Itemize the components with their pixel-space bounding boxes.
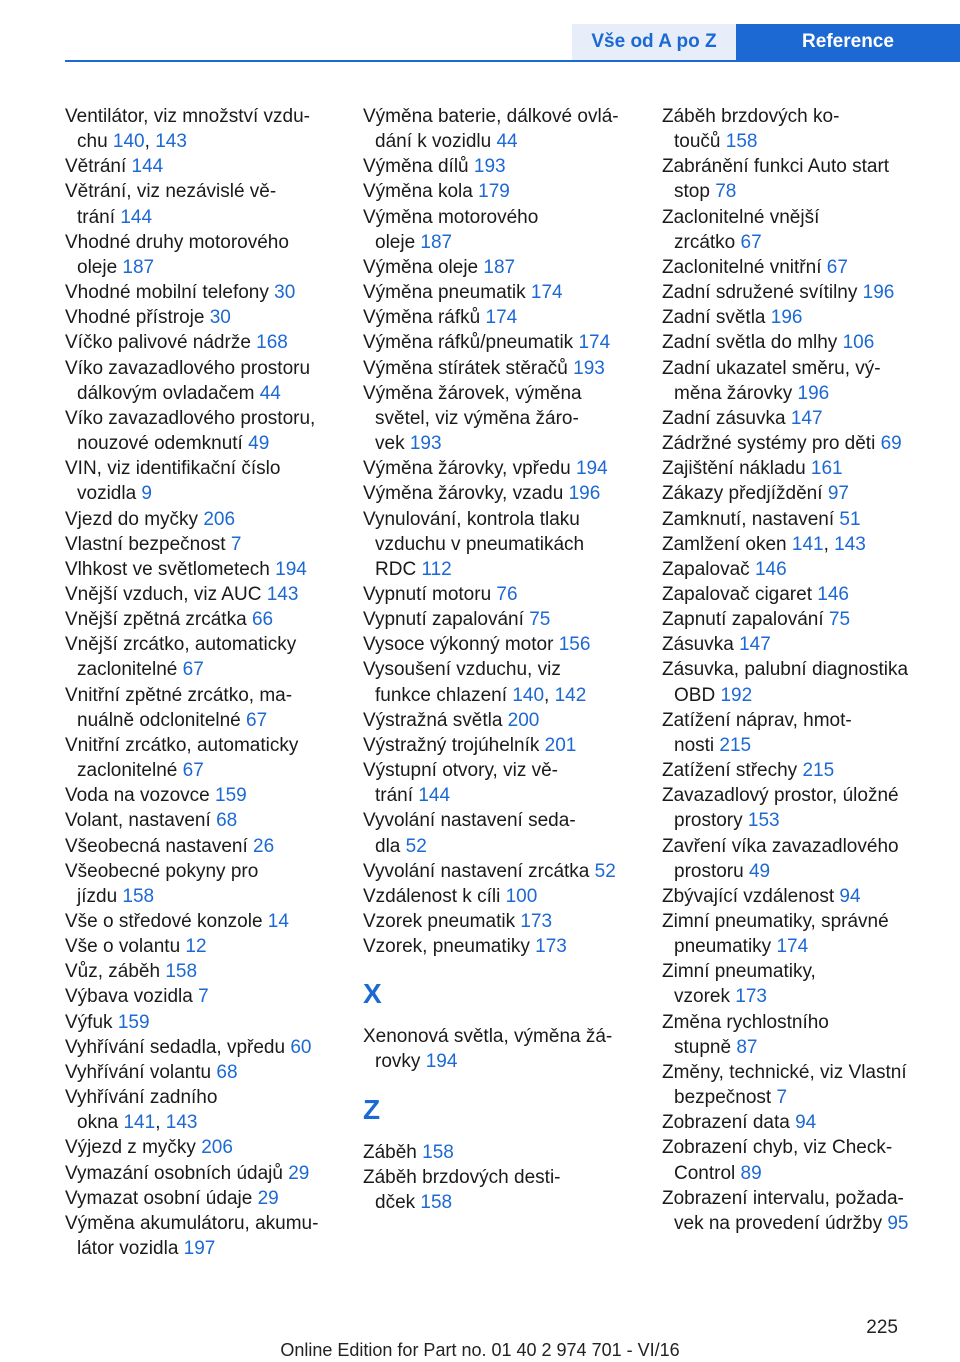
index-entry: Víčko palivové nádrže 168 [65,332,288,354]
page-link[interactable]: 76 [496,583,518,605]
index-entry: Výměna kola 179 [363,181,510,203]
page-link[interactable]: 215 [719,734,752,756]
index-entry: Zimní pneumatiky, správné pneumatiky 174 [662,911,889,958]
index-entry: Zobrazení data 94 [662,1112,817,1134]
page-link[interactable]: 69 [880,433,902,455]
page-link[interactable]: 168 [256,332,288,354]
header-rule [65,60,960,62]
index-entry: Zabránění funkci Auto start stop 78 [662,156,890,203]
index-entry: Vlhkost ve světlometech 194 [65,558,307,580]
index-entry: Vypnutí zapalování 75 [363,609,551,631]
page-link[interactable]: 12 [185,936,207,958]
page-link[interactable]: 179 [478,181,510,203]
page-link[interactable]: 87 [736,1036,758,1058]
index-entry: Víko zavazadlového prostoru, nouzové odemknutí 49 [65,407,316,455]
index-entry: Zadní zásuvka 147 [662,407,823,429]
index-entry: Zásuvka, palubní diagnostika OBD 192 [662,659,909,706]
page-link[interactable]: 187 [420,231,453,253]
index-entry: Vyvolání nastavení zrcátka 52 [363,860,616,882]
index-entry: Výstražná světla 200 [363,709,540,731]
page-link[interactable]: 143 [165,1112,198,1134]
page-link[interactable]: 201 [544,734,577,756]
page-link[interactable]: 94 [839,885,861,907]
page-link[interactable]: 159 [117,1011,150,1033]
index-entry: Vše o středové konzole 14 [65,911,289,932]
page-link[interactable]: 89 [740,1162,762,1184]
page-link[interactable]: 30 [274,282,296,304]
page-link[interactable]: 140 [112,131,145,153]
index-entry: Vysoušení vzduchu, viz funkce chlazení 140, 142 [363,659,587,706]
index-column-2 [363,104,641,1215]
page-link[interactable]: 67 [182,760,204,782]
page-link[interactable]: 193 [409,433,442,455]
page-link[interactable]: 52 [405,835,427,857]
page-link[interactable]: 146 [817,583,849,605]
index-entry: Vjezd do myčky 206 [65,508,236,530]
index-entry: Vůz, záběh 158 [65,961,198,983]
index-letter-heading: Z [363,1093,381,1125]
page-link[interactable]: 173 [735,986,767,1008]
page-link[interactable]: 143 [155,131,187,153]
index-entry: Voda na vozovce 159 [65,785,247,807]
index-entry: Záběh brzdových ko- toučů 158 [662,106,840,153]
index-entry: Vlastní bezpečnost 7 [65,533,242,555]
page-link[interactable]: 7 [230,533,242,555]
index-entry: Vnitřní zpětné zrcátko, ma- nuálně odclonitelné 67 [65,684,293,731]
page-link[interactable]: 174 [578,332,611,354]
page-link[interactable]: 158 [422,1141,454,1163]
index-entry: Změny, technické, viz Vlastní bezpečnost 7 [662,1061,907,1109]
footer-text: Online Edition for Part no. 01 40 2 974 701 - VI/16 [280,1340,680,1360]
page-link[interactable]: 140 [512,684,545,706]
index-entry: VIN, viz identifikační číslo vozidla 9 [65,458,281,505]
index-entry: Výstupní otvory, viz vě- trání 144 [363,760,558,807]
index-entry: Vnitřní zrcátko, automaticky zaclonitelné 67 [65,734,299,782]
page-link[interactable]: 66 [251,609,274,631]
page-link[interactable]: 141 [791,533,824,555]
index-entry: Výměna pneumatik 174 [363,282,563,304]
index-entry: Vyhřívání volantu 68 [65,1061,238,1083]
index-entry: Větrání 144 [65,156,164,178]
page-link[interactable]: 49 [748,860,771,882]
page-link[interactable]: 147 [790,407,823,429]
index-entry: Vzorek, pneumatiky 173 [363,936,567,958]
index-entry: Výměna ráfků/pneumatik 174 [363,332,611,354]
index-entry: Výměna žárovky, vpředu 194 [363,458,608,480]
index-entry: Výbava vozidla 7 [65,986,209,1008]
index-entry: Vymazat osobní údaje 29 [65,1187,279,1209]
index-entry: Vysoce výkonný motor 156 [363,634,591,656]
page-link[interactable]: 106 [842,332,875,354]
page-link[interactable]: 206 [201,1137,233,1159]
page-link[interactable]: 187 [483,256,516,278]
index-column-3 [662,104,940,1236]
index-entry: Zákazy předjíždění 97 [662,483,849,505]
index-entry: Zavazadlový prostor, úložné prostory 153 [662,785,899,832]
page-link[interactable]: 158 [725,131,758,153]
index-entry: Výměna žárovek, výměna světel, viz výměna žáro- vek 193 [363,382,582,455]
index-entry: Vnější zpětná zrcátka 66 [65,609,274,631]
index-entry: Všeobecné pokyny pro jízdu 158 [65,860,259,907]
page-link[interactable]: 197 [183,1238,216,1260]
index-entry: Vhodné druhy motorového oleje 187 [65,231,289,278]
index-entry: Výměna stírátek stěračů 193 [363,357,605,379]
index-column-1 [65,104,343,1261]
index-entry: Zaclonitelné vnitřní 67 [662,256,848,278]
index-entry: Vyhřívání sedadla, vpředu 60 [65,1036,312,1058]
page-link[interactable]: 161 [810,458,843,480]
index-entry: Vzdálenost k cíli 100 [363,885,538,907]
index-entry: Výměna baterie, dálkové ovlá- dání k vozidlu 44 [363,106,619,153]
index-entry: Zatížení náprav, hmot- nosti 215 [662,709,852,756]
index-entry: Zásuvka 147 [662,634,771,656]
page-link[interactable]: 14 [267,911,289,932]
index-entry: Zamknutí, nastavení 51 [662,508,861,530]
index-entry: Vyvolání nastavení seda- dla 52 [363,810,576,857]
page-link[interactable]: 112 [421,558,452,580]
index-entry: Vhodné přístroje 30 [65,307,231,329]
page-link[interactable]: 158 [165,961,198,983]
page-link[interactable]: 193 [473,156,506,178]
index-entry: Všeobecná nastavení 26 [65,835,275,857]
index-entry: Zimní pneumatiky, vzorek 173 [662,961,816,1008]
page-link[interactable]: 196 [797,382,830,404]
page-link[interactable]: 146 [754,558,787,580]
page-link[interactable]: 174 [530,282,563,304]
index-entry: Záběh 158 [363,1141,454,1163]
index-letter-heading: X [363,978,382,1010]
index-entry: Výměna žárovky, vzadu 196 [363,483,601,505]
page-link[interactable]: 159 [215,785,247,807]
page-link[interactable]: 192 [720,684,753,706]
page-link[interactable]: 9 [141,483,152,505]
page-link[interactable]: 44 [259,382,281,404]
index-entry: Vše o volantu 12 [65,936,207,958]
page-link[interactable]: 196 [770,307,803,329]
page-link[interactable]: 215 [802,760,835,782]
page-link[interactable]: 94 [795,1112,817,1134]
index-entry: Xenonová světla, výměna žá- rovky 194 [363,1026,613,1073]
page-link[interactable]: 144 [131,156,164,178]
page-link[interactable]: 158 [122,885,155,907]
page-link[interactable]: 68 [216,810,238,832]
index-entry: Výměna dílů 193 [363,156,506,178]
page-link[interactable]: 144 [418,785,451,807]
page-link[interactable]: 143 [266,583,299,605]
page-link[interactable]: 158 [420,1191,453,1213]
page-link[interactable]: 75 [529,609,551,631]
page-link[interactable]: 67 [182,659,204,681]
index-entry: Výstražný trojúhelník 201 [363,734,577,756]
index-entry: Zadní světla 196 [662,307,803,329]
index-entry: Výfuk 159 [65,1011,150,1033]
page-link[interactable]: 29 [288,1162,310,1184]
index-entry: Zádržné systémy pro děti 69 [662,433,902,455]
index-entry: Vyhřívání zadního okna 141, 143 [65,1087,218,1134]
page-link[interactable]: 174 [485,307,518,329]
index-entry: Zadní světla do mlhy 106 [662,332,875,354]
page-number: 225 [866,1317,898,1338]
page-link[interactable]: 173 [535,936,567,958]
page-link[interactable]: 97 [827,483,849,505]
page-link[interactable]: 194 [425,1051,458,1073]
page-link[interactable]: 147 [739,634,771,656]
page-link[interactable]: 153 [747,810,780,832]
index-entry: Zaclonitelné vnější zrcátko 67 [662,206,820,253]
index-entry: Zapalovač 146 [662,558,787,580]
index-entry: Zapnutí zapalování 75 [662,609,851,631]
index-entry: Výměna motorového oleje 187 [363,206,539,253]
page-link[interactable]: 194 [275,558,307,580]
index-entry: Zobrazení chyb, viz Check- Control 89 [662,1137,893,1184]
index-entry: Výměna ráfků 174 [363,307,518,329]
index-entry: Zajištění nákladu 161 [662,458,843,480]
index-entry: Větrání, viz nezávislé vě- trání 144 [65,181,277,228]
index-entry: Zadní sdružené svítilny 196 [662,282,895,304]
index-entry: Záběh brzdových desti- dček 158 [363,1166,561,1213]
page-link[interactable]: 194 [575,458,608,480]
index-entry: Zamlžení oken 141, 143 [662,533,866,555]
page-link[interactable]: 100 [505,885,538,907]
index-entry: Volant, nastavení 68 [65,810,238,832]
index-entry: Zatížení střechy 215 [662,760,835,782]
index-entry: Zadní ukazatel směru, vý- měna žárovky 196 [662,357,881,404]
page-link[interactable]: 29 [257,1187,279,1209]
reference-tab[interactable]: Reference [736,24,960,60]
index-entry: Vnější zrcátko, automaticky zaclonitelné 67 [65,634,297,681]
page-link[interactable]: 44 [496,131,518,153]
page-link[interactable]: 142 [554,684,587,706]
page-link[interactable]: 49 [248,433,270,455]
index-entry: Výměna akumulátoru, akumu- látor vozidla 197 [65,1212,319,1260]
page-link[interactable]: 193 [573,357,605,379]
page-link[interactable]: 7 [198,986,209,1008]
page-link[interactable]: 95 [887,1212,909,1234]
index-entry: Vypnutí motoru 76 [363,583,518,605]
index-entry: Výjezd z myčky 206 [65,1137,233,1159]
index-entry: Vnější vzduch, viz AUC 143 [65,583,299,605]
page-link[interactable]: 67 [826,256,848,278]
index-entry: Zavření víka zavazadlového prostoru 49 [662,835,899,882]
index-entry: Vymazání osobních údajů 29 [65,1162,310,1184]
page-link[interactable]: 156 [558,634,591,656]
page-link[interactable]: 174 [776,936,809,958]
page-link[interactable]: 75 [828,609,851,631]
page-link[interactable]: 141 [123,1112,156,1134]
index-entry: Vhodné mobilní telefony 30 [65,282,296,304]
page-link[interactable]: 67 [246,709,268,731]
page-link[interactable]: 67 [740,231,762,253]
page-link[interactable]: 52 [594,860,616,882]
page-link[interactable]: 196 [862,282,895,304]
page-link[interactable]: 173 [520,911,553,932]
section-tab[interactable]: Vše od A po Z [572,24,736,60]
index-entry: Zobrazení intervalu, požada- vek na provedení údržby 95 [662,1187,909,1234]
index-entry: Zbývající vzdálenost 94 [662,885,861,907]
page-link[interactable]: 26 [253,835,275,857]
page-link[interactable]: 7 [776,1087,788,1109]
page-link[interactable]: 143 [834,533,866,555]
page-link[interactable]: 206 [203,508,236,530]
page-link[interactable]: 196 [568,483,601,505]
index-entry: Vynulování, kontrola tlaku vzduchu v pneumatikách RDC 112 [363,508,585,580]
page-link[interactable]: 51 [839,508,861,530]
page-link[interactable]: 200 [507,709,540,731]
page-link[interactable]: 68 [216,1061,238,1083]
page-header [0,0,960,62]
page-link[interactable]: 78 [715,181,737,203]
page-link[interactable]: 187 [122,256,155,278]
page-link[interactable]: 60 [290,1036,312,1058]
index-entry: Ventilátor, viz množství vzdu- chu 140, 143 [65,106,310,153]
page-link[interactable]: 144 [120,206,153,228]
index-entry: Víko zavazadlového prostoru dálkovým ovladačem 44 [65,357,311,404]
index-entry: Vzorek pneumatik 173 [363,911,553,932]
page-link[interactable]: 30 [209,307,231,329]
index-entry: Zapalovač cigaret 146 [662,583,849,605]
index-entry: Změna rychlostního stupně 87 [662,1011,829,1058]
index-entry: Výměna oleje 187 [363,256,516,278]
